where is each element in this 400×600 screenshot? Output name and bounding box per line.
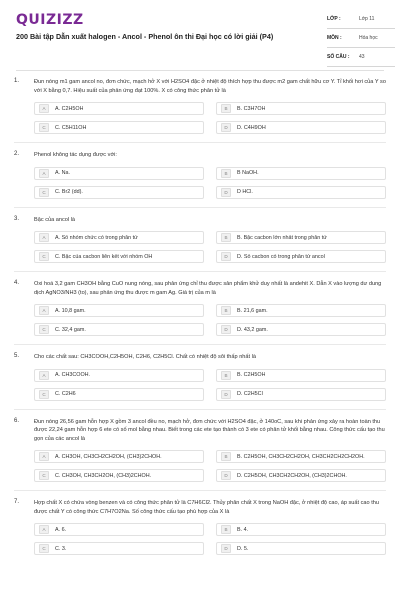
answer-options [34,369,386,401]
option-letter-badge: B [221,452,231,461]
option-letter-badge: D [221,188,231,197]
question-text: Hợp chất X có chứa vòng benzen và có công thức phân tử là C7H6Cl2. Thủy phân chất X trong NaOH đặc, ở nhiệt độ cao, áp suất cao thu được chất Y có công thức C7H7O2Na. Số công thức cấu tạo phù hợp của X là [34,500,379,515]
question-item [14,499,386,555]
question-text: Đun nóng 26,56 gam hỗn hợp X gồm 3 ancol đều no, mạch hở, đơn chức với H2SO4 đặc, ở 140oC, sau khi phản ứng xảy ra hoàn toàn thu được 22,24 gam hỗn hợp 6 ete có số mol bằng nhau. Biết trong các ete tạo thành có 3 ete có phân tử khối bằng nhau. Công thức cấu tạo thu gọn của các ancol là [34,418,385,442]
question-item [14,151,386,199]
answer-option-c[interactable] [34,186,204,199]
option-text: D. C2H5Cl [237,391,263,397]
option-text: B. 21,6 gam. [237,307,268,314]
option-text: D HCl. [237,189,253,195]
question-number: 1. [14,78,20,84]
question-item [14,216,386,264]
question-text: Bậc của ancol là [34,216,76,223]
answer-option-c[interactable] [34,323,204,336]
question-list [0,78,400,555]
option-text: A. Số nhóm chức có trong phân tử [55,234,138,241]
option-text: B. C2H5OH, CH3CH2CH2OH, CH3CH2CH2CH2OH. [237,453,365,460]
option-letter-badge: D [221,325,231,334]
option-text: C. C2H6 [55,391,76,397]
option-letter-badge: D [221,123,231,132]
answer-option-d[interactable] [216,323,386,336]
option-letter-badge: A [39,169,49,178]
question-number: 3. [14,215,20,222]
question-divider [14,142,386,143]
option-letter-badge: C [39,188,49,197]
header-divider [16,70,384,71]
answer-option-c[interactable] [34,542,204,555]
option-letter-badge: D [221,252,231,261]
option-letter-badge: B [221,169,231,178]
option-letter-badge: C [39,544,49,553]
meta-value: Lớp 11 [359,16,375,22]
answer-options [34,450,386,482]
option-text: A. CH3COOH. [55,372,91,378]
question-divider [14,207,386,208]
meta-label: MÔN : [327,35,342,41]
option-letter-badge: A [39,371,49,380]
answer-option-b[interactable] [216,231,386,244]
question-text: Cho các chất sau: CH3COOH,C2H5OH, C2H6, C2H5Cl. Chất có nhiệt độ sôi thấp nhất là [34,354,256,360]
answer-options [34,523,386,555]
answer-option-c[interactable] [34,388,204,401]
question-divider [14,344,386,345]
question-text: Phenol không tác dụng được với: [34,152,117,158]
question-divider [14,271,386,272]
answer-option-d[interactable] [216,186,386,199]
answer-options [34,167,386,199]
answer-option-a[interactable] [34,450,204,463]
option-text: C. Br2 (dd). [55,189,83,195]
option-text: B. C2H5OH [237,372,266,378]
option-text: A. 10,8 gam. [55,307,86,314]
answer-option-b[interactable] [216,450,386,463]
option-letter-badge: B [221,371,231,380]
meta-label: LỚP : [327,16,341,22]
option-text: C. Bậc của cacbon liên kết với nhóm OH [55,253,153,260]
option-text: C. CH3OH, CH3CH2OH, (CH3)2CHOH. [55,472,152,479]
question-item [14,418,386,483]
answer-option-b[interactable] [216,523,386,536]
option-text: A. 6. [55,526,67,533]
option-text: B. C3H7OH [237,105,266,112]
option-letter-badge: C [39,325,49,334]
option-text: B. Bậc cacbon lớn nhất trong phân tử [237,234,327,241]
option-text: B NaOH. [237,170,259,176]
option-text: D. 5. [237,545,249,552]
meta-row-subject [327,33,395,48]
question-text: Đun nóng m1 gam ancol no, đơn chức, mạch hở X với H2SO4 đặc ở nhiệt độ thích hợp thu được m2 gam chất hữu cơ Y. Tỉ khối hơi của Y so với X bằng 0,7. Hiệu suất của phản ứng đạt 100%. X có công thức phân tử là [34,79,386,94]
meta-row-class [327,14,395,29]
question-number: 7. [14,499,20,505]
meta-value: Hóa học [359,35,378,41]
answer-option-b[interactable] [216,102,386,115]
option-text: C. C5H11OH [55,124,87,131]
option-letter-badge: A [39,233,49,242]
question-item [14,78,386,134]
answer-option-a[interactable] [34,167,204,180]
option-letter-badge: C [39,252,49,261]
option-letter-badge: A [39,452,49,461]
answer-options [34,304,386,336]
answer-option-a[interactable] [34,523,204,536]
answer-option-b[interactable] [216,304,386,317]
question-number: 4. [14,280,20,286]
option-letter-badge: D [221,390,231,399]
option-letter-badge: C [39,123,49,132]
answer-option-a[interactable] [34,102,204,115]
page-title: 200 Bài tập Dẫn xuất halogen - Ancol - Phenol ôn thi Đại học có lời giải (P4) [16,32,274,41]
option-text: D. Số cacbon có trong phân tử ancol [237,253,325,260]
option-text: A. C2H5OH [55,105,84,112]
answer-option-d[interactable] [216,121,386,134]
answer-option-c[interactable] [34,250,204,263]
answer-options [34,231,386,263]
meta-label: SỐ CÂU : [327,54,350,60]
option-letter-badge: D [221,471,231,480]
answer-options [34,102,386,134]
option-letter-badge: B [221,233,231,242]
worksheet-header [0,0,400,70]
answer-option-b[interactable] [216,369,386,382]
option-letter-badge: A [39,306,49,315]
question-divider [14,490,386,491]
answer-option-b[interactable] [216,167,386,180]
option-text: A. CH3OH, CH3CH2CH2OH, (CH3)2CHOH. [55,453,162,460]
quizizz-logo: QUIZIZZ [16,12,84,28]
answer-option-d[interactable] [216,250,386,263]
option-letter-badge: B [221,104,231,113]
option-text: D. C2H5OH, CH3CH2CH2OH, (CH3)2CHOH. [237,472,347,479]
answer-option-d[interactable] [216,542,386,555]
question-divider [14,409,386,410]
answer-option-a[interactable] [34,369,204,382]
option-text: A. Na. [55,170,70,176]
question-number: 2. [14,151,20,157]
answer-option-c[interactable] [34,469,204,482]
option-letter-badge: D [221,544,231,553]
option-letter-badge: C [39,390,49,399]
answer-option-a[interactable] [34,304,204,317]
answer-option-d[interactable] [216,388,386,401]
option-letter-badge: A [39,525,49,534]
option-text: C. 32,4 gam. [55,326,86,333]
question-number: 5. [14,353,20,359]
meta-box [327,14,395,71]
option-text: D. C4H9OH [237,124,266,131]
question-item [14,353,386,401]
question-item [14,280,386,336]
answer-option-c[interactable] [34,121,204,134]
option-letter-badge: C [39,471,49,480]
option-text: B. 4. [237,526,249,533]
option-text: D. 43,2 gam. [237,326,268,333]
answer-option-d[interactable] [216,469,386,482]
meta-row-count [327,52,395,67]
option-text: C. 3. [55,545,67,552]
option-letter-badge: B [221,306,231,315]
option-letter-badge: B [221,525,231,534]
answer-option-a[interactable] [34,231,204,244]
question-text: Oxi hoá 3,2 gam CH3OH bằng CuO nung nóng, sau phản ứng chỉ thu được sản phẩm khử duy nhất là andehit X. Dẫn X vào lượng dư dung dịch AgNO3/NH3 (to), sau phản ứng thu được m gam Ag. Giá trị của m là [34,281,382,296]
question-number: 6. [14,417,20,424]
meta-value: 43 [359,54,365,60]
option-letter-badge: A [39,104,49,113]
